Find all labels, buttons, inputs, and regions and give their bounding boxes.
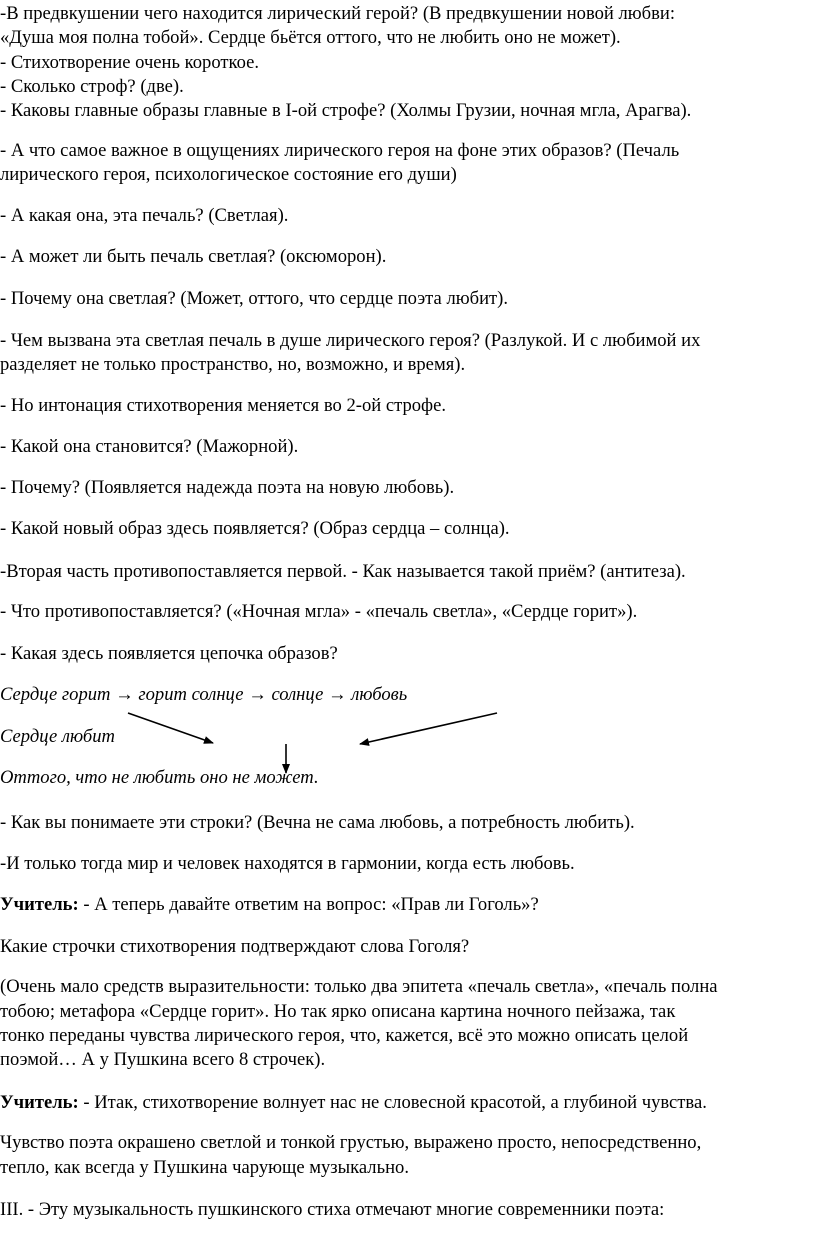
text-line: - Почему? (Появляется надежда поэта на новую любовь). [0,477,455,498]
text-line: лирического героя, психологическое состояние его души) [0,164,457,185]
teacher-label: Учитель: [0,894,79,915]
image-chain-line: Сердце горит → горит солнце → солнце → любовь [0,684,408,705]
image-chain-line: Оттого, что не любить оно не может. [0,767,319,788]
teacher-line [0,1092,707,1114]
text-line: разделяет не только пространство, но, возможно, и время). [0,354,466,375]
teacher-line [0,894,539,916]
text-line: - Каковы главные образы главные в I-ой строфе? (Холмы Грузии, ночная мгла, Арагва). [0,100,692,121]
text-line: -И только тогда мир и человек находятся в гармонии, когда есть любовь. [0,853,575,874]
text-line: тонко переданы чувства лирического героя, что, кажется, всё это можно описать целой [0,1025,689,1046]
text-line: «Душа моя полна тобой». Сердце бьётся оттого, что не любить оно не может). [0,27,621,48]
text-line: - Но интонация стихотворения меняется во 2-ой строфе. [0,395,447,416]
arrow-line [360,713,497,744]
text-line: - Почему она светлая? (Может, оттого, что сердце поэта любит). [0,288,508,309]
text-line: - Стихотворение очень короткое. [0,52,260,73]
text-line: - Как вы понимаете эти строки? (Вечна не сама любовь, а потребность любить). [0,812,635,833]
text-line: - А что самое важное в ощущениях лирического героя на фоне этих образов? (Печаль [0,140,680,161]
text-line: - Что противопоставляется? («Ночная мгла» - «печаль светла», «Сердце горит»). [0,601,638,622]
teacher-label: Учитель: [0,1092,79,1113]
text-line: - Какой новый образ здесь появляется? (Образ сердца – солнца). [0,518,510,539]
text-line: - Сколько строф? (две). [0,76,184,97]
text-line: - Чем вызвана эта светлая печаль в душе лирического героя? (Разлукой. И с любимой их [0,330,701,351]
text-line: -В предвкушении чего находится лирический герой? (В предвкушении новой любви: [0,3,676,24]
text-line: - А какая она, эта печаль? (Светлая). [0,205,289,226]
text-line: - Какой она становится? (Мажорной). [0,436,299,457]
text-line: - Какая здесь появляется цепочка образов? [0,643,338,664]
text-line: (Очень мало средств выразительности: только два эпитета «печаль светла», «печаль полна [0,976,718,997]
arrow-line [128,713,213,743]
image-chain-line: Сердце любит [0,726,115,747]
text-line: -Вторая часть противопоставляется первой. - Как называется такой приём? (антитеза). [0,561,686,582]
text-line: тепло, как всегда у Пушкина чарующе музыкально. [0,1157,409,1178]
text-line: поэмой… А у Пушкина всего 8 строчек). [0,1049,326,1070]
section-numeral: III. [0,1199,24,1220]
section-heading [0,1199,664,1221]
section-text: - Эту музыкальность пушкинского стиха отмечают многие современники поэта: [23,1199,665,1220]
text-line: Чувство поэта окрашено светлой и тонкой грустью, выражено просто, непосредственно, [0,1132,702,1153]
text-line: тобою; метафора «Сердце горит». Но так ярко описана картина ночного пейзажа, так [0,1001,676,1022]
text-line: - А может ли быть печаль светлая? (оксюморон). [0,246,387,267]
teacher-text: - А теперь давайте ответим на вопрос: «Прав ли Гоголь»? [78,894,539,915]
text-line: Какие строчки стихотворения подтверждают слова Гоголя? [0,936,470,957]
teacher-text: - Итак, стихотворение волнует нас не словесной красотой, а глубиной чувства. [78,1092,707,1113]
